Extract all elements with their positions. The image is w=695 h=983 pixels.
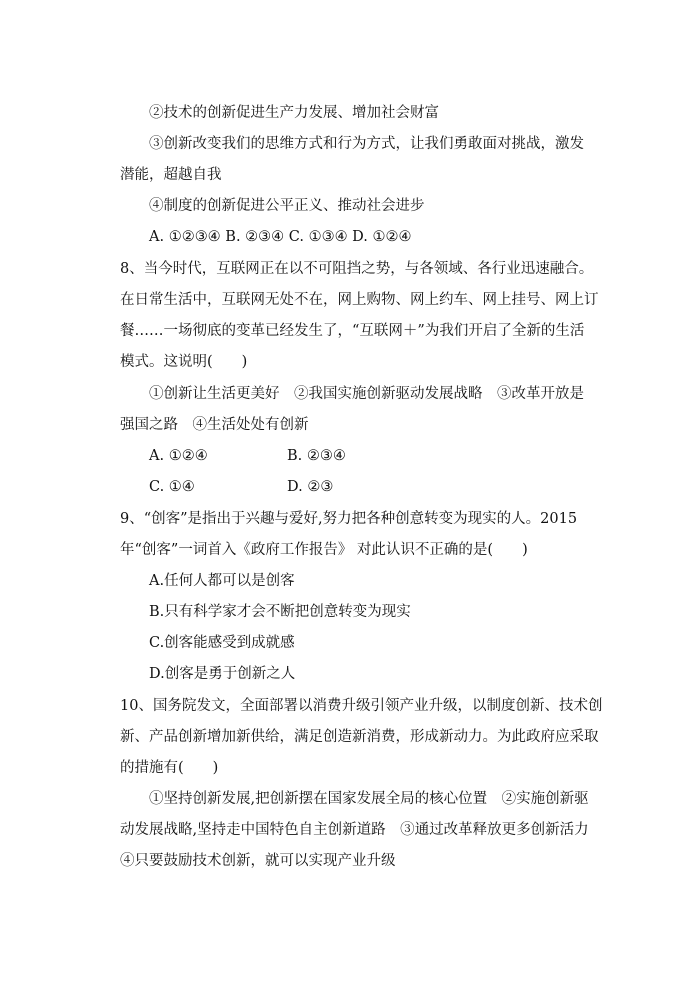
q8-stem-line-3: 餐……一场彻底的变革已经发生了，“互联网＋”为我们开启了全新的生活 [120, 323, 585, 339]
q10-stem-line-1: 10、国务院发文，全面部署以消费升级引领产业升级，以制度创新、技术创 [120, 698, 603, 714]
statement-4: ④制度的创新促进公平正义、推动社会进步 [149, 198, 425, 214]
q8-option-b: B. ②③④ [287, 448, 346, 464]
statement-3-line-1: ③创新改变我们的思维方式和行为方式，让我们勇敢面对挑战，激发 [149, 136, 584, 152]
q9-option-d: D.创客是勇于创新之人 [149, 666, 296, 682]
q10-statements-line-3: ④只要鼓励技术创新，就可以实现产业升级 [120, 853, 396, 869]
q8-option-a: A. ①②④ [149, 448, 208, 464]
q9-stem-line-1: 9、“创客”是指出于兴趣与爱好,努力把各种创意转变为现实的人。2015 [120, 511, 578, 527]
q10-statements-line-2: 动发展战略,坚持走中国特色自主创新道路 ③通过改革释放更多创新活力 [120, 822, 589, 838]
q10-stem-line-2: 新、产品创新增加新供给，满足创造新消费，形成新动力。为此政府应采取 [120, 729, 599, 745]
q8-option-d: D. ②③ [287, 479, 334, 495]
statement-2: ②技术的创新促进生产力发展、增加社会财富 [149, 105, 439, 121]
q8-stem-line-4: 模式。这说明( ) [120, 354, 248, 370]
q8-stem-line-2: 在日常生活中，互联网无处不在，网上购物、网上约车、网上挂号、网上订 [120, 292, 599, 308]
statement-3-line-2: 潜能，超越自我 [120, 167, 222, 183]
answer-options: A. ①②③④ B. ②③④ C. ①③④ D. ①②④ [149, 229, 412, 245]
q9-option-c: C.创客能感受到成就感 [149, 635, 295, 651]
q8-statements-line-2: 强国之路 ④生活处处有创新 [120, 417, 309, 433]
q8-option-c: C. ①④ [149, 479, 195, 495]
q9-option-a: A.任何人都可以是创客 [149, 573, 295, 589]
q10-stem-line-3: 的措施有( ) [120, 760, 219, 776]
q8-stem-line-1: 8、当今时代，互联网正在以不可阻挡之势，与各领域、各行业迅速融合。 [120, 261, 594, 277]
q10-statements-line-1: ①坚持创新发展,把创新摆在国家发展全局的核心位置 ②实施创新驱 [149, 791, 589, 807]
q9-option-b: B.只有科学家才会不断把创意转变为现实 [149, 604, 411, 620]
q8-statements-line-1: ①创新让生活更美好 ②我国实施创新驱动发展战略 ③改革开放是 [149, 386, 584, 402]
q9-stem-line-2: 年“创客”一词首入《政府工作报告》 对此认识不正确的是( ) [120, 542, 528, 558]
